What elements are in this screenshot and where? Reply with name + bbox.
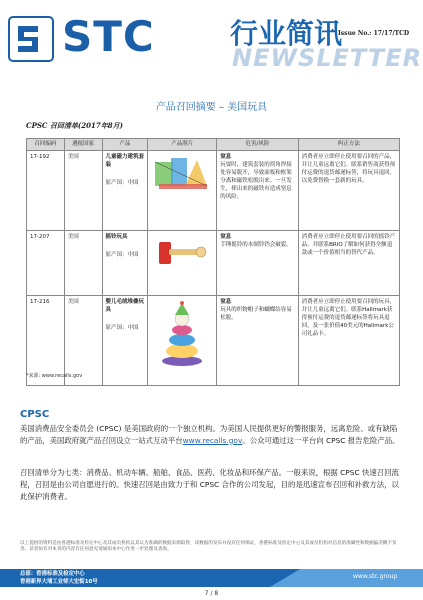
header-remedy: 纠正方法 <box>298 139 399 151</box>
hazard-text: 玩具的织物帽子和蝴蝶结容易松脱。 <box>220 306 292 321</box>
page-number: 7 / 8 <box>204 590 219 597</box>
product-photo-cell <box>148 296 217 386</box>
newsletter-title-en: NEWSLETTER <box>232 44 423 72</box>
hazard-title: 窒息 <box>220 234 232 240</box>
cpsc-heading: CPSC <box>20 409 50 420</box>
footer-website[interactable]: www.stc.group <box>353 573 398 580</box>
footer-address-line-1: 总部：香港标准及检定中心 <box>20 571 85 577</box>
product-origin: 原产国：中国 <box>105 179 139 186</box>
recall-table <box>26 138 400 386</box>
page-title: 产品召回摘要 – 美国玩具 <box>155 102 268 113</box>
cpsc-paragraph-1 <box>20 423 404 447</box>
newsletter-title-cn: 行业简讯 <box>230 17 343 50</box>
stacker-photo <box>151 299 213 369</box>
recall-remedy: 消费者应立即停止使用要召回的摇铃产品，并联系BRIO了解如何获得全额退款或一个价值相当的替代产品。 <box>298 231 399 296</box>
table-row <box>27 296 400 386</box>
recall-hazard <box>217 231 298 296</box>
recalls-gov-link[interactable]: www.recalls.gov <box>182 435 243 445</box>
recall-country: 美国 <box>64 231 102 296</box>
table-row <box>27 151 400 231</box>
cpsc-paragraph-2: 召回清单分为七类：消费品、机动车辆、船舶、食品、医药、化妆品和环保产品。一般来说，根据 CPSC 快速召回流程，召回是由公司自愿进行的。快速召回是由致力于和 CPSC 合作的公司发起，目的是迅速宣布召回和补救方法，以此保护消费者。 <box>20 468 399 501</box>
product-origin: 原产国：中国 <box>105 324 139 331</box>
product-photo-cell <box>148 151 217 231</box>
stc-logo-text: STC <box>62 12 155 61</box>
product-origin: 原产国：中国 <box>105 251 139 258</box>
issue-number: Issue No.: 17/17/TCD <box>338 30 410 37</box>
table-header-row <box>27 139 400 151</box>
recall-product <box>102 231 148 296</box>
stc-logo-mark <box>8 16 54 62</box>
product-name: 摇铃玩具 <box>105 234 128 240</box>
recall-remedy: 消费者应立即停止使用要召回的产品，并让儿童远离它们。联系销售商获得预付运费的退货邮递标签，将玩具退回，以免费替换一套新的玩具。 <box>298 151 399 231</box>
cpsc-p1-text-b: 。公众可通过这一平台向 CPSC 报告危险产品。 <box>242 435 400 445</box>
recall-country: 美国 <box>64 151 102 231</box>
hazard-text: 玩耍时，建筑套装的拐角焊接处容易脱开，导致面板和框架分离和磁铁松脱出来。一旦发生，摔出来的磁铁有造成窒息的风险。 <box>220 161 292 200</box>
header-photo: 产品照片 <box>148 139 217 151</box>
header-country: 遇报国家 <box>64 139 102 151</box>
rattle-photo <box>151 234 213 270</box>
hazard-title: 窒息 <box>220 299 232 305</box>
recall-hazard <box>217 151 298 231</box>
subtitle-period: (2017年8月) <box>77 121 123 130</box>
page-header <box>0 0 423 84</box>
recall-code: 17-207 <box>27 231 65 296</box>
table-row <box>27 231 400 296</box>
cpsc-p1-text-a: 美国消费品安全委员会 (CPSC) 是美国政府的一个独立机构。为美国人民提供更好的警报服务，远离危险、或有缺陷的产品，美国政府就产品召回设立一站式互动平台 <box>20 424 398 445</box>
recall-country: 美国 <box>64 296 102 386</box>
header-code: 召回编码 <box>27 139 65 151</box>
disclaimer-text: 以上提供的资料是由香港标准及检定中心及其成员机构以其认为准确的数据来源取得，该数据的发布并没有任何保证，香港标准及检定中心及其成员机构对信息的准确性和数据偏差概不负责。读者如有对本刊的内容有任何意见请通知本中心作进一步处理及查询。 <box>20 541 397 553</box>
product-name: 儿童磁力建筑套装 <box>105 154 145 168</box>
recall-product <box>102 151 148 231</box>
hazard-title: 窒息 <box>220 154 232 160</box>
source-note: *来源: www.recalls.gov <box>26 373 83 379</box>
building-set-photo <box>151 154 213 194</box>
hazard-text: 手锤摇铃的本制铃铛会破裂。 <box>220 241 292 248</box>
recall-code: 17-216 <box>27 296 65 386</box>
recall-product <box>102 296 148 386</box>
header-product: 产品 <box>102 139 148 151</box>
header-hazard: 危害/风险 <box>217 139 298 151</box>
recall-code: 17-192 <box>27 151 65 231</box>
recall-remedy: 消费者应立即停止使用要召回的玩具，并让儿童远离它们。联系Hallmark获得预付运费的退货邮递标签将玩具退回，及一张价值40美元的Hallmark公司礼品卡。 <box>298 296 399 386</box>
recall-hazard <box>217 296 298 386</box>
footer-address-line-2: 香港新界大埔工业邨大宏街10号 <box>20 579 98 585</box>
product-photo-cell <box>148 231 217 296</box>
recall-list-subtitle <box>26 121 123 131</box>
product-name: 婴儿毛绒堆叠玩具 <box>105 299 145 313</box>
subtitle-prefix: CPSC 召回清单 <box>26 121 78 130</box>
